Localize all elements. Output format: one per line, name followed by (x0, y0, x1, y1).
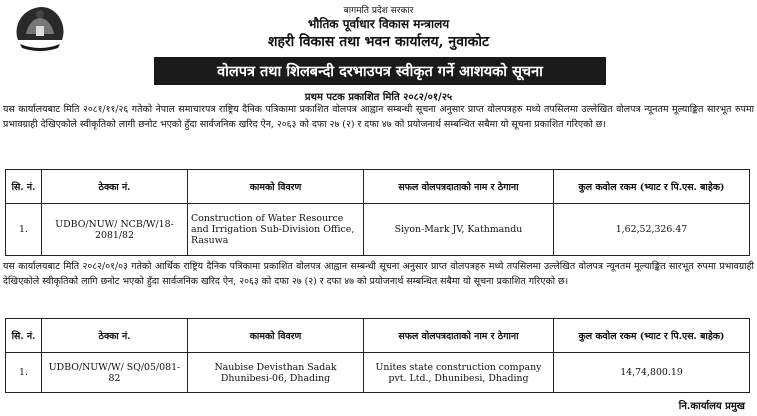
published-date: प्रथम पटक प्रकाशित मिति २०८२/०१/२५ (304, 92, 453, 103)
cell-sn: 1. (6, 353, 42, 393)
section1-paragraph: यस कार्यालयबाट मिति २०८१/११/२६ गतेको नेपाल समाचारपत्र राष्ट्रिय दैनिक पत्रिकामा प्रकाशित वोलपत्र आह्वान सम्बन्धी सूचना अनुसार प्राप्त वोलपत्रहरु मध्ये तपसिलमा उल्लेखित वोलपत्र न्यूनतम मूल्याङ्कित सारभूत रुपमा प्रभावग्राही देखिएकोले स्वीकृतिको लागी छनोट भएको हुँदा सार्वजनिक खरिद ऐन, २०६३ को दफा २७ (२) र दफा ४७ को प्रयोजनार्थ सम्बन्धित सबैमा यो सूचना प्रकाशित गरिएको छ। (3, 104, 754, 130)
cell-contract: UDBO/NUW/ NCB/W/18-2081/82 (42, 204, 188, 256)
cell-amount: 1,62,52,326.47 (554, 204, 750, 256)
government-name: बागमति प्रदेश सरकार (343, 6, 414, 16)
header-contract: ठेक्का नं. (42, 170, 188, 204)
table-row (6, 204, 750, 256)
table-header-row (6, 319, 750, 353)
table-header-row (6, 170, 750, 204)
cell-contract: UDBO/NUW/W/ SQ/05/081-82 (42, 353, 188, 393)
section2-paragraph: यस कार्यालयबाट मिति २०८२/०१/०३ गतेको आर्थिक राष्ट्रिय दैनिक पत्रिकामा प्रकाशित वोलपत्र आह्वान सम्बन्धी सूचना अनुसार प्राप्त वोलपत्रहरु मध्ये तपसिलमा उल्लेखित वोलपत्र न्यूनतम मूल्याङ्कित सारभूत रुपमा प्रभावग्राही देखिएकोले स्वीकृतिको लागि छनोट भएको हुँदा सार्वजनिक खरिद ऐन, २०६३ को दफा २७ (२) र दफा ४७ को प्रयोजनार्थ सम्बन्धित सबैमा यो सूचना प्रकाशित गरिएको छ। (3, 261, 754, 287)
header-description: कामको विवरण (188, 319, 364, 353)
cell-description: Construction of Water Resource and Irrigation Sub-Division Office, Rasuwa (188, 204, 364, 256)
header-amount: कुल कवोल रकम (भ्याट र पि.एस. बाहेक) (554, 319, 750, 353)
cell-amount: 14,74,800.19 (554, 353, 750, 393)
signatory-label: नि.कार्यालय प्रमुख (678, 401, 745, 412)
ministry-name: भौतिक पूर्वाधार विकास मन्त्रालय (307, 17, 450, 31)
header-sn: सि. नं. (6, 319, 42, 353)
cell-description: Naubise Devisthan Sadak Dhunibesi-06, Dhading (188, 353, 364, 393)
header-amount: कुल कवोल रकम (भ्याट र पि.एस. बाहेक) (554, 170, 750, 204)
cell-bidder: Unites state construction company pvt. Ltd., Dhunibesi, Dhading (364, 353, 554, 393)
table-row (6, 353, 750, 393)
header-sn: सि. नं. (6, 170, 42, 204)
office-name: शहरी विकास तथा भवन कार्यालय, नुवाकोट (267, 34, 490, 50)
section2-table (5, 318, 750, 393)
cell-bidder: Siyon-Mark JV, Kathmandu (364, 204, 554, 256)
section1-table (5, 169, 750, 256)
header-contract: ठेक्का नं. (42, 319, 188, 353)
notice-title: वोलपत्र तथा शिलबन्दी दरभाउपत्र स्वीकृत गर्ने आशयको सूचना (154, 57, 606, 85)
header-bidder: सफल वोलपत्रदाताको नाम र ठेगाना (364, 170, 554, 204)
header-description: कामको विवरण (188, 170, 364, 204)
header-bidder: सफल वोलपत्रदाताको नाम र ठेगाना (364, 319, 554, 353)
cell-sn: 1. (6, 204, 42, 256)
